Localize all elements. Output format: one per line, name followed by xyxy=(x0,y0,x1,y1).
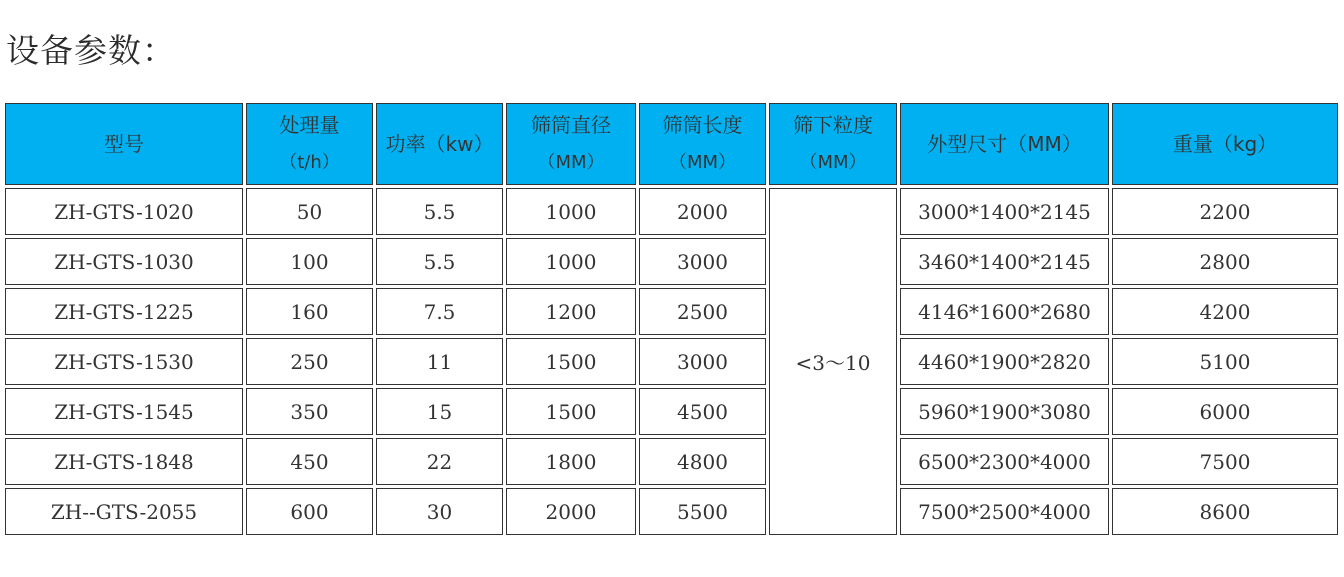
equipment-spec-table xyxy=(2,100,1341,538)
cell-model: ZH-GTS-1225 xyxy=(5,288,243,335)
table-row xyxy=(5,338,1338,385)
header-granularity: 筛下粒度 （MM） xyxy=(769,103,897,185)
cell-capacity: 450 xyxy=(246,438,373,485)
cell-power: 30 xyxy=(376,488,503,535)
table-row xyxy=(5,238,1338,285)
header-power: 功率（kw） xyxy=(376,103,503,185)
header-length: 筛筒长度 （MM） xyxy=(639,103,766,185)
cell-model: ZH-GTS-1020 xyxy=(5,188,243,235)
cell-length: 2000 xyxy=(639,188,766,235)
cell-model: ZH--GTS-2055 xyxy=(5,488,243,535)
cell-diameter: 1500 xyxy=(506,388,636,435)
cell-capacity: 600 xyxy=(246,488,373,535)
cell-weight: 5100 xyxy=(1112,338,1338,385)
cell-dimensions: 4460*1900*2820 xyxy=(900,338,1109,385)
cell-dimensions: 7500*2500*4000 xyxy=(900,488,1109,535)
cell-diameter: 1200 xyxy=(506,288,636,335)
cell-diameter: 1500 xyxy=(506,338,636,385)
cell-weight: 6000 xyxy=(1112,388,1338,435)
cell-dimensions: 3000*1400*2145 xyxy=(900,188,1109,235)
cell-diameter: 2000 xyxy=(506,488,636,535)
cell-length: 4800 xyxy=(639,438,766,485)
table-header-row xyxy=(5,103,1338,185)
header-capacity: 处理量 （t/h） xyxy=(246,103,373,185)
cell-dimensions: 6500*2300*4000 xyxy=(900,438,1109,485)
cell-power: 5.5 xyxy=(376,188,503,235)
cell-weight: 2200 xyxy=(1112,188,1338,235)
header-weight: 重量（kg） xyxy=(1112,103,1338,185)
cell-capacity: 250 xyxy=(246,338,373,385)
header-diameter: 筛筒直径 （MM） xyxy=(506,103,636,185)
cell-weight: 4200 xyxy=(1112,288,1338,335)
cell-model: ZH-GTS-1530 xyxy=(5,338,243,385)
header-model: 型号 xyxy=(5,103,243,185)
header-dimensions: 外型尺寸（MM） xyxy=(900,103,1109,185)
cell-weight: 8600 xyxy=(1112,488,1338,535)
table-row xyxy=(5,438,1338,485)
cell-length: 3000 xyxy=(639,338,766,385)
cell-model: ZH-GTS-1545 xyxy=(5,388,243,435)
table-row xyxy=(5,288,1338,335)
cell-power: 15 xyxy=(376,388,503,435)
cell-dimensions: 3460*1400*2145 xyxy=(900,238,1109,285)
cell-power: 5.5 xyxy=(376,238,503,285)
cell-model: ZH-GTS-1848 xyxy=(5,438,243,485)
table-row xyxy=(5,488,1338,535)
cell-capacity: 350 xyxy=(246,388,373,435)
cell-power: 11 xyxy=(376,338,503,385)
table-row xyxy=(5,388,1338,435)
cell-power: 7.5 xyxy=(376,288,503,335)
cell-length: 4500 xyxy=(639,388,766,435)
cell-diameter: 1000 xyxy=(506,238,636,285)
cell-weight: 7500 xyxy=(1112,438,1338,485)
table-row xyxy=(5,188,1338,235)
page-title: 设备参数： xyxy=(6,31,176,70)
cell-length: 2500 xyxy=(639,288,766,335)
cell-granularity-merged: <3～10 xyxy=(769,188,897,535)
cell-dimensions: 5960*1900*3080 xyxy=(900,388,1109,435)
cell-power: 22 xyxy=(376,438,503,485)
cell-diameter: 1000 xyxy=(506,188,636,235)
cell-capacity: 160 xyxy=(246,288,373,335)
cell-weight: 2800 xyxy=(1112,238,1338,285)
cell-model: ZH-GTS-1030 xyxy=(5,238,243,285)
cell-capacity: 50 xyxy=(246,188,373,235)
cell-length: 3000 xyxy=(639,238,766,285)
cell-diameter: 1800 xyxy=(506,438,636,485)
cell-dimensions: 4146*1600*2680 xyxy=(900,288,1109,335)
cell-length: 5500 xyxy=(639,488,766,535)
cell-capacity: 100 xyxy=(246,238,373,285)
